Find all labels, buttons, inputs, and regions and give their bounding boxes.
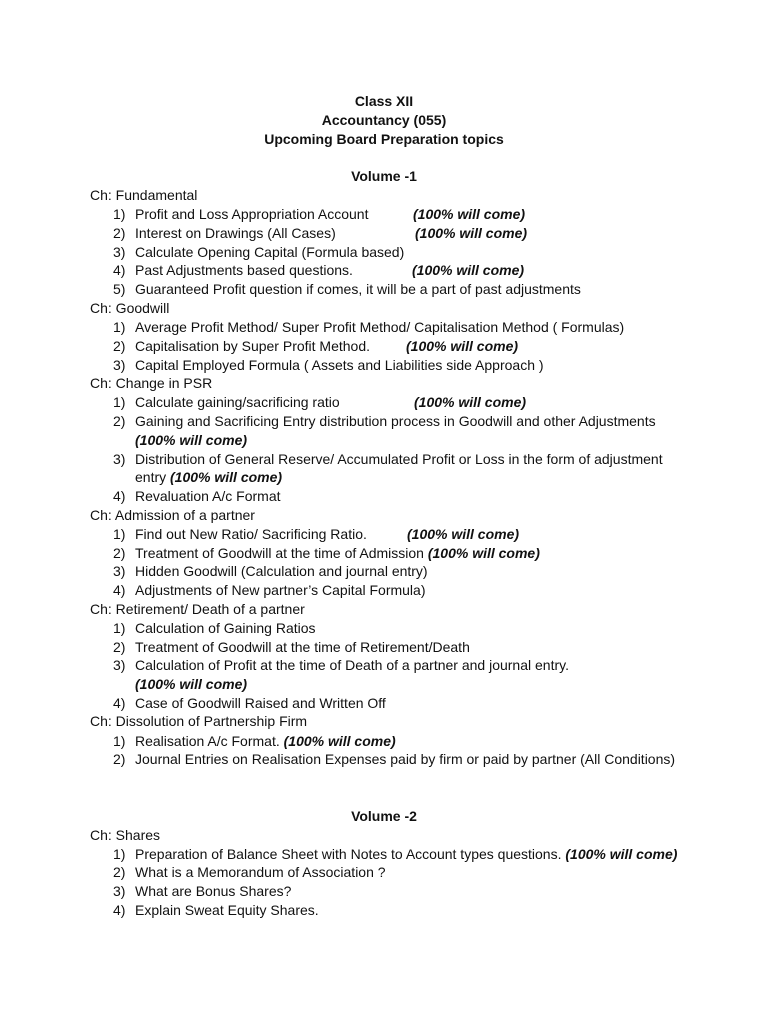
- item-number: 1): [113, 526, 126, 542]
- item-number: 4): [113, 695, 126, 711]
- item-text-continued-word: entry: [135, 469, 167, 485]
- item-tag: (100% will come): [135, 676, 248, 692]
- item-text: Calculate Opening Capital (Formula based): [135, 244, 405, 260]
- item-text: Profit and Loss Appropriation Account: [135, 206, 369, 222]
- item-text: Capital Employed Formula ( Assets and Liabilities side Approach ): [135, 357, 544, 373]
- item-text: Revaluation A/c Format: [135, 488, 281, 504]
- item-text: Preparation of Balance Sheet with Notes to Account types questions.: [135, 846, 562, 862]
- item-text: Treatment of Goodwill at the time of Admission: [135, 545, 424, 561]
- item-tag: (100% will come): [565, 846, 678, 862]
- item-number: 4): [113, 262, 126, 278]
- item-number: 1): [113, 620, 126, 636]
- item-number: 2): [113, 225, 126, 241]
- item-number: 1): [113, 733, 126, 749]
- item-number: 3): [113, 244, 126, 260]
- item-text: Past Adjustments based questions.: [135, 262, 353, 278]
- item-text: Interest on Drawings (All Cases): [135, 225, 336, 241]
- item-number: 1): [113, 846, 126, 862]
- item-text-continued: [135, 468, 282, 486]
- item-text: Case of Goodwill Raised and Written Off: [135, 695, 386, 711]
- item-number: 1): [113, 319, 126, 335]
- item-text-row: [135, 732, 396, 750]
- document-class: Class XII: [354, 93, 414, 109]
- item-text: Average Profit Method/ Super Profit Method/ Capitalisation Method ( Formulas): [135, 319, 625, 335]
- item-text-row: [135, 544, 540, 562]
- item-text: Calculation of Gaining Ratios: [135, 620, 316, 636]
- item-tag: (100% will come): [413, 206, 526, 222]
- item-number: 3): [113, 357, 126, 373]
- item-tag: (100% will come): [427, 545, 540, 561]
- volume-1-heading: Volume -1: [351, 168, 417, 184]
- item-tag: (100% will come): [283, 733, 396, 749]
- item-number: 4): [113, 488, 126, 504]
- item-number: 5): [113, 281, 126, 297]
- item-number: 2): [113, 864, 126, 880]
- item-text: Adjustments of New partner’s Capital Formula): [135, 582, 426, 598]
- item-text: Capitalisation by Super Profit Method.: [135, 338, 371, 354]
- item-number: 3): [113, 451, 126, 467]
- item-number: 2): [113, 338, 126, 354]
- item-text: Journal Entries on Realisation Expenses paid by firm or paid by partner (All Conditions): [135, 751, 676, 767]
- item-number: 2): [113, 751, 126, 767]
- item-text: Calculate gaining/sacrificing ratio: [135, 394, 340, 410]
- chapter-goodwill-title: Ch: Goodwill: [90, 300, 170, 316]
- item-tag: (100% will come): [135, 432, 248, 448]
- document-title: Upcoming Board Preparation topics: [264, 131, 504, 147]
- item-number: 2): [113, 639, 126, 655]
- chapter-retirement-title: Ch: Retirement/ Death of a partner: [90, 601, 305, 617]
- item-number: 4): [113, 902, 126, 918]
- chapter-dissolution-title: Ch: Dissolution of Partnership Firm: [90, 713, 308, 729]
- item-text: What is a Memorandum of Association ?: [135, 864, 386, 880]
- volume-2-heading: Volume -2: [351, 808, 417, 824]
- item-number: 4): [113, 582, 126, 598]
- item-text: What are Bonus Shares?: [135, 883, 292, 899]
- chapter-shares-title: Ch: Shares: [90, 827, 161, 843]
- item-number: 3): [113, 563, 126, 579]
- chapter-fundamental-title: Ch: Fundamental: [90, 187, 198, 203]
- item-text: Treatment of Goodwill at the time of Retirement/Death: [135, 639, 470, 655]
- item-tag: (100% will come): [407, 526, 520, 542]
- item-tag: (100% will come): [415, 225, 528, 241]
- item-text: Find out New Ratio/ Sacrificing Ratio.: [135, 526, 367, 542]
- item-text: Distribution of General Reserve/ Accumulated Profit or Loss in the form of adjustment: [135, 451, 663, 467]
- item-tag: (100% will come): [170, 469, 283, 485]
- item-number: 1): [113, 394, 126, 410]
- item-text: Guaranteed Profit question if comes, it will be a part of past adjustments: [135, 281, 581, 297]
- chapter-psr-title: Ch: Change in PSR: [90, 375, 213, 391]
- item-number: 3): [113, 657, 126, 673]
- item-number: 2): [113, 413, 126, 429]
- item-number: 2): [113, 545, 126, 561]
- item-tag: (100% will come): [406, 338, 519, 354]
- item-number: 1): [113, 206, 126, 222]
- item-tag: (100% will come): [414, 394, 527, 410]
- chapter-admission-title: Ch: Admission of a partner: [90, 507, 255, 523]
- item-text: Calculation of Profit at the time of Death of a partner and journal entry.: [135, 657, 569, 673]
- item-text-row: [135, 845, 677, 863]
- document-subject: Accountancy (055): [321, 112, 447, 128]
- item-tag: (100% will come): [412, 262, 525, 278]
- item-text: Hidden Goodwill (Calculation and journal entry): [135, 563, 428, 579]
- item-text: Realisation A/c Format.: [135, 733, 280, 749]
- item-text: Explain Sweat Equity Shares.: [135, 902, 319, 918]
- item-number: 3): [113, 883, 126, 899]
- item-text: Gaining and Sacrificing Entry distribution process in Goodwill and other Adjustments: [135, 413, 656, 429]
